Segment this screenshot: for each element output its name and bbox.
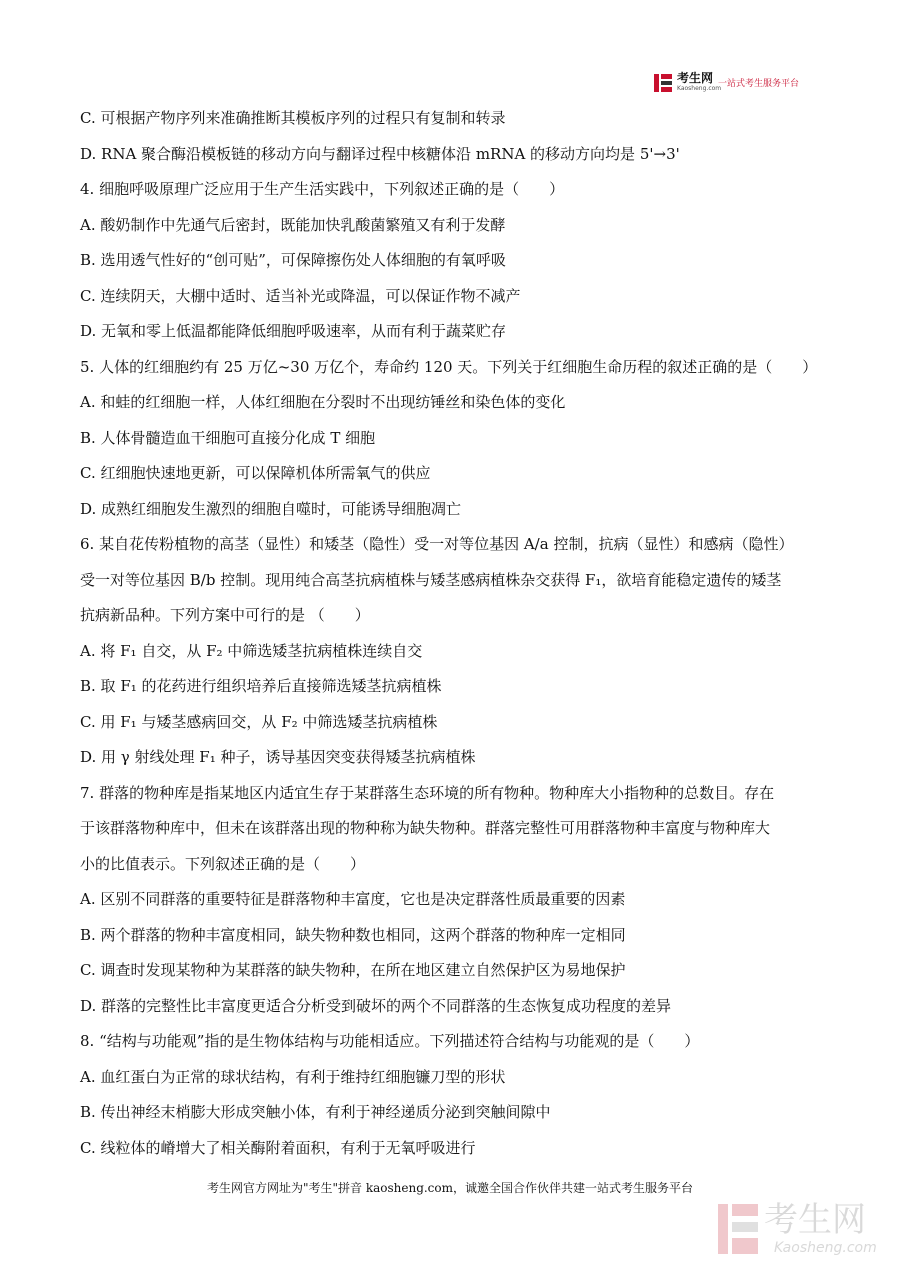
option-d: D. 成熟红细胞发生激烈的细胞自噬时，可能诱导细胞凋亡 [80,500,462,518]
option-b: B. 人体骨髓造血干细胞可直接分化成 T 细胞 [80,429,376,447]
option-a: A. 血红蛋白为正常的球状结构，有利于维持红细胞镰刀型的形状 [80,1068,506,1086]
question-5: 5. 人体的红细胞约有 25 万亿~30 万亿个，寿命约 120 天。下列关于红细胞生命历程的叙述正确的是（ ） [80,358,818,376]
option-a: A. 和蛙的红细胞一样，人体红细胞在分裂时不出现纺锤丝和染色体的变化 [80,393,566,411]
option-d: D. 用 γ 射线处理 F₁ 种子，诱导基因突变获得矮茎抗病植株 [80,748,476,766]
option-d: D. 群落的完整性比丰富度更适合分析受到破坏的两个不同群落的生态恢复成功程度的差异 [80,997,672,1015]
text-line: C. 可根据产物序列来准确推断其模板序列的过程只有复制和转录 [80,109,506,127]
question-6: 6. 某自花传粉植物的高茎（显性）和矮茎（隐性）受一对等位基因 A/a 控制，抗病（显性）和感病（隐性） [80,535,794,553]
logo-name: 考生网 [677,71,714,85]
logo-url: Kaosheng.com [677,85,722,92]
option-c: C. 用 F₁ 与矮茎感病回交，从 F₂ 中筛选矮茎抗病植株 [80,713,438,731]
watermark-logo-icon [716,1202,760,1256]
watermark-name: 考生网 [764,1200,866,1240]
question-7-cont: 小的比值表示。下列叙述正确的是（ ） [80,855,366,873]
question-4: 4. 细胞呼吸原理广泛应用于生产生活实践中，下列叙述正确的是（ ） [80,180,565,198]
option-d: D. 无氧和零上低温都能降低细胞呼吸速率，从而有利于蔬菜贮存 [80,322,507,340]
option-a: A. 区别不同群落的重要特征是群落物种丰富度，它也是决定群落性质最重要的因素 [80,890,626,908]
header-logo [652,72,822,98]
option-b: B. 取 F₁ 的花药进行组织培养后直接筛选矮茎抗病植株 [80,677,442,695]
question-6-cont: 抗病新品种。下列方案中可行的是 （ ） [80,606,370,624]
option-c: C. 连续阴天，大棚中适时、适当补光或降温，可以保证作物不减产 [80,287,521,305]
option-a: A. 将 F₁ 自交，从 F₂ 中筛选矮茎抗病植株连续自交 [80,642,423,660]
question-7: 7. 群落的物种库是指某地区内适宜生存于某群落生态环境的所有物种。物种库大小指物种的总数目。存在 [80,784,775,802]
page-footer: 考生网官方网址为"考生"拼音 kaosheng.com，诚邀全国合作伙伴共建一站式考生服务平台 [206,1181,694,1195]
option-c: C. 线粒体的嵴增大了相关酶附着面积，有利于无氧呼吸进行 [80,1139,476,1157]
watermark-url: Kaosheng.com [774,1240,877,1256]
option-b: B. 传出神经末梢膨大形成突触小体，有利于神经递质分泌到突触间隙中 [80,1103,551,1121]
question-7-cont: 于该群落物种库中，但未在该群落出现的物种称为缺失物种。群落完整性可用群落物种丰富度与物种库大 [80,819,771,837]
option-c: C. 红细胞快速地更新，可以保障机体所需氧气的供应 [80,464,431,482]
question-6-cont: 受一对等位基因 B/b 控制。现用纯合高茎抗病植株与矮茎感病植株杂交获得 F₁，欲培育能稳定遗传的矮茎 [80,571,782,589]
logo-slogan: 一站式考生服务平台 [718,79,800,89]
kaosheng-logo-icon [652,72,674,94]
question-8: 8. “结构与功能观”指的是生物体结构与功能相适应。下列描述符合结构与功能观的是（ ） [80,1032,700,1050]
option-a: A. 酸奶制作中先通气后密封，既能加快乳酸菌繁殖又有利于发酵 [80,216,506,234]
option-b: B. 选用透气性好的“创可贴”，可保障擦伤处人体细胞的有氧呼吸 [80,251,506,269]
option-b: B. 两个群落的物种丰富度相同，缺失物种数也相同，这两个群落的物种库一定相同 [80,926,626,944]
option-c: C. 调查时发现某物种为某群落的缺失物种，在所在地区建立自然保护区为易地保护 [80,961,626,979]
watermark [716,1200,896,1260]
text-line: D. RNA 聚合酶沿模板链的移动方向与翻译过程中核糖体沿 mRNA 的移动方向均是 5'→3' [80,145,680,163]
